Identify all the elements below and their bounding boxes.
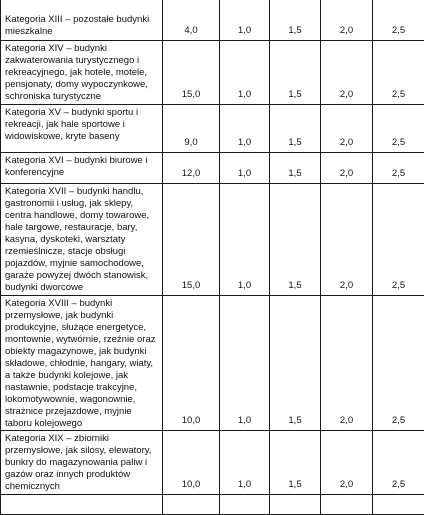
value-cell: 2,5 bbox=[373, 296, 424, 431]
value-cell: 1,5 bbox=[270, 105, 321, 153]
value-cell: 2,5 bbox=[373, 105, 424, 153]
category-cell bbox=[1, 495, 163, 515]
category-cell: Kategoria XVIII – budynki przemysłowe, jak budynki produkcyjne, służące energetyce, montownie, wytwórnie, rzeźnie oraz obiekty magazynowe, jak budynki składowe, chłodnie, hangary, wiaty, a także budynki kolejowe, jak nastawnie, podstacje trakcyjne, lokomotywownie, wagonownie, strażnice przejazdowe, myjnie taboru kolejowego bbox=[1, 296, 163, 431]
value-cell: 2,0 bbox=[321, 0, 373, 41]
value-cell: 9,0 bbox=[163, 105, 220, 153]
value-cell bbox=[270, 495, 321, 515]
table-row bbox=[1, 184, 424, 296]
value-cell: 2,0 bbox=[321, 153, 373, 184]
value-cell: 1,0 bbox=[220, 431, 270, 495]
table-row bbox=[1, 495, 424, 515]
value-cell: 1,0 bbox=[220, 153, 270, 184]
value-cell: 1,5 bbox=[270, 0, 321, 41]
value-cell: 15,0 bbox=[163, 41, 220, 105]
table-row bbox=[1, 431, 424, 495]
category-cell: Kategoria XV – budynki sportu i rekreacji, jak hale sportowe i widowiskowe, kryte baseny bbox=[1, 105, 163, 153]
value-cell: 1,0 bbox=[220, 0, 270, 41]
value-cell: 2,0 bbox=[321, 184, 373, 296]
value-cell: 15,0 bbox=[163, 184, 220, 296]
value-cell: 10,0 bbox=[163, 296, 220, 431]
category-cell: Kategoria XIV – budynki zakwaterowania turystycznego i rekreacyjnego, jak hotele, motele, pensjonaty, domy wypoczynkowe, schroniska turystyczne bbox=[1, 41, 163, 105]
value-cell: 1,5 bbox=[270, 153, 321, 184]
value-cell: 1,5 bbox=[270, 41, 321, 105]
table-row bbox=[1, 296, 424, 431]
value-cell: 1,0 bbox=[220, 41, 270, 105]
value-cell: 2,0 bbox=[321, 431, 373, 495]
value-cell: 1,0 bbox=[220, 184, 270, 296]
category-cell: Kategoria XVII – budynki handlu, gastronomii i usług, jak sklepy, centra handlowe, domy towarowe, hale targowe, restauracje, bary, kasyna, dyskoteki, warsztaty rzemieślnicze, stacje obsługi pojazdów, myjnie samochodowe, garaże powyżej dwóch stanowisk, budynki dworcowe bbox=[1, 184, 163, 296]
value-cell bbox=[373, 495, 424, 515]
value-cell: 2,5 bbox=[373, 431, 424, 495]
value-cell bbox=[220, 495, 270, 515]
value-cell: 1,5 bbox=[270, 431, 321, 495]
table-row bbox=[1, 0, 424, 41]
value-cell: 2,5 bbox=[373, 184, 424, 296]
value-cell bbox=[163, 495, 220, 515]
value-cell: 2,0 bbox=[321, 296, 373, 431]
category-cell: Kategoria XIII – pozostałe budynki mieszkalne bbox=[1, 0, 163, 41]
value-cell bbox=[321, 495, 373, 515]
value-cell: 2,5 bbox=[373, 0, 424, 41]
value-cell: 2,0 bbox=[321, 41, 373, 105]
table-row bbox=[1, 105, 424, 153]
value-cell: 4,0 bbox=[163, 0, 220, 41]
value-cell: 2,5 bbox=[373, 153, 424, 184]
value-cell: 2,5 bbox=[373, 41, 424, 105]
table-row bbox=[1, 153, 424, 184]
value-cell: 12,0 bbox=[163, 153, 220, 184]
category-cell: Kategoria XVI – budynki biurowe i konferencyjne bbox=[1, 153, 163, 184]
value-cell: 1,5 bbox=[270, 296, 321, 431]
value-cell: 1,0 bbox=[220, 296, 270, 431]
table-body bbox=[1, 0, 424, 515]
category-cell: Kategoria XIX – zbiorniki przemysłowe, jak silosy, elewatory, bunkry do magazynowania paliw i gazów oraz innych produktów chemicznych bbox=[1, 431, 163, 495]
table-row bbox=[1, 41, 424, 105]
value-cell: 2,0 bbox=[321, 105, 373, 153]
value-cell: 10,0 bbox=[163, 431, 220, 495]
value-cell: 1,0 bbox=[220, 105, 270, 153]
value-cell: 1,5 bbox=[270, 184, 321, 296]
